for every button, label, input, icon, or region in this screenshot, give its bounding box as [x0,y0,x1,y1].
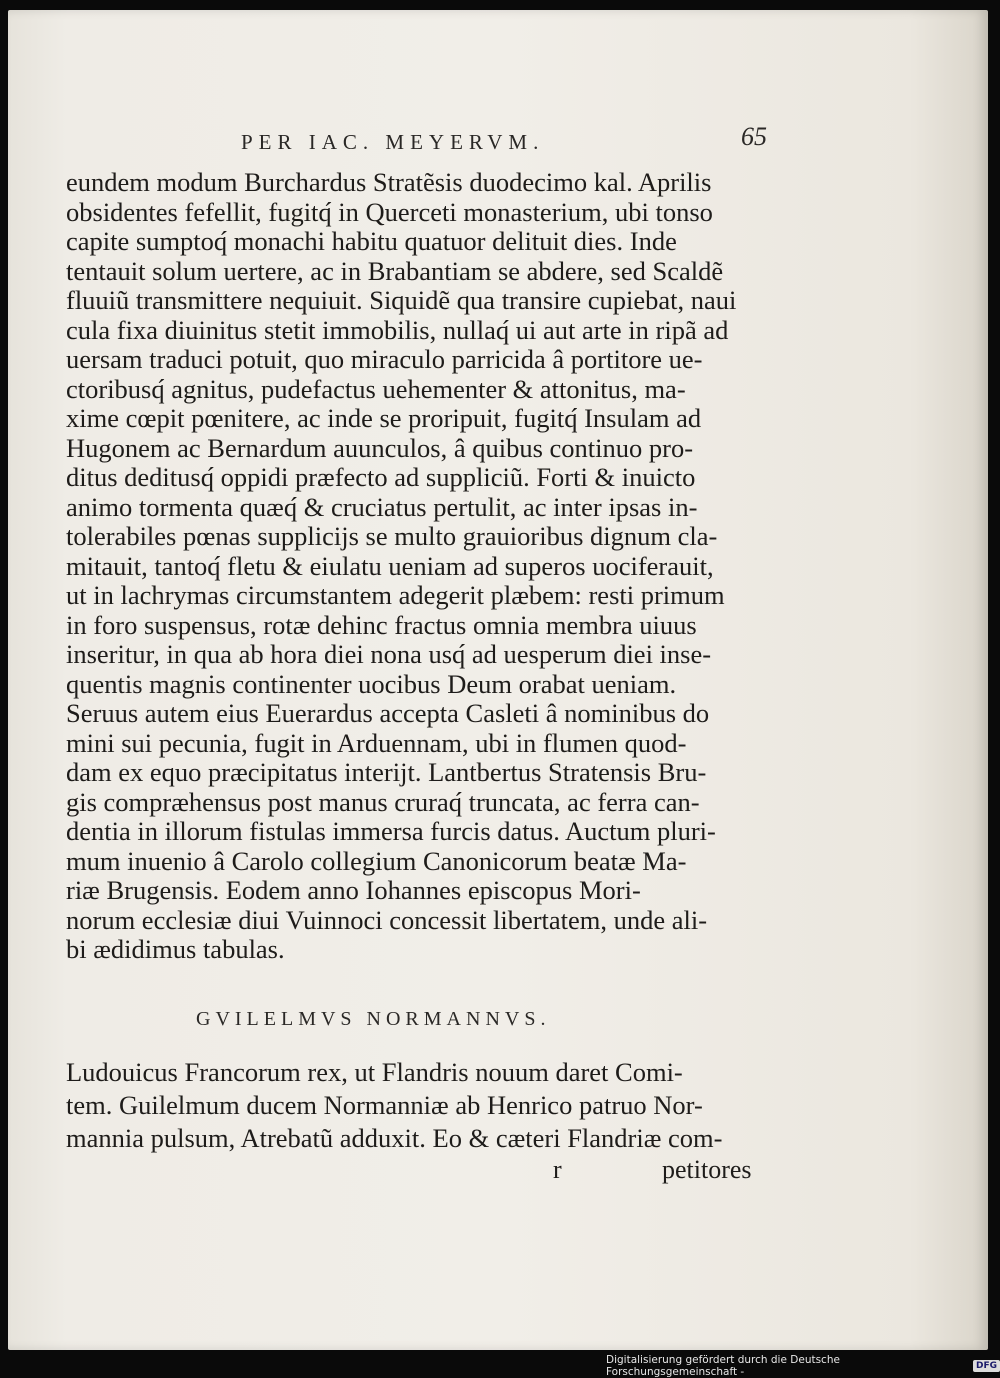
footer-text: Digitalisierung gefördert durch die Deutsche Forschungsgemeinschaft - [606,1353,840,1378]
text-line: Hugonem ac Bernardum auunculos, â quibus continuo pro- [66,432,694,463]
text-line: quentis magnis continenter uocibus Deum orabat ueniam. [66,668,677,699]
text-line: fluuiũ transmittere nequiuit. Siquidẽ qua transire cupiebat, naui [66,285,737,315]
page-number: 65 [741,122,767,151]
text-line: animo tormenta quæq́ & cruciatus pertulit, ac inter ipsas in- [66,491,698,522]
text-line: tolerabiles pœnas supplicijs se multo grauioribus dignum cla- [66,521,718,551]
catchword: petitores [662,1155,752,1184]
text-line: ut in lachrymas circumstantem adegerit plæbem: resti primum [66,580,725,610]
text-line: mini sui pecunia, fugit in Arduennam, ubi in flumen quod- [66,727,687,758]
text-line: mannia pulsum, Atrebatũ adduxit. Eo & cæteri Flandriæ com- [66,1123,723,1153]
dfg-logo-icon: DFG [973,1360,1000,1372]
text-line: capite sumptoq́ monachi habitu quatuor delituit dies. Inde [66,226,677,256]
text-line: gis compræhensus post manus cruraq́ truncata, ac ferra can- [66,786,700,817]
text-line: eundem modum Burchardus Stratẽsis duodecimo kal. Aprilis [66,167,712,197]
section-heading: GVILELMVS NORMANNVS. [196,1008,551,1030]
funding-footer [606,1353,1000,1378]
text-line: Ludouicus Francorum rex, ut Flandris nouum daret Comi- [66,1057,683,1087]
text-line: mum inuenio â Carolo collegium Canonicorum beatæ Ma- [66,845,687,876]
text-line: ditus deditusq́ oppidi præfecto ad suppliciũ. Forti & inuicto [66,462,696,492]
text-line: bi ædidimus tabulas. [66,934,285,964]
book-page [8,10,988,1350]
text-line: mitauit, tantoq́ fletu & eiulatu ueniam ad superos uociferauit, [66,550,714,581]
signature-mark: r [553,1155,562,1184]
text-line: dentia in illorum fistulas immersa furcis datus. Auctum pluri- [66,816,716,846]
text-line: tentauit solum uertere, ac in Brabantiam se abdere, sed Scaldẽ [66,255,724,286]
text-line: xime cœpit pœnitere, ac inde se proripuit, fugitq́ Insulam ad [66,403,702,433]
text-line: dam ex equo præcipitatus interijt. Lantbertus Stratensis Bru- [66,757,707,787]
text-line: riæ Brugensis. Eodem anno Iohannes episcopus Mori- [66,875,641,905]
text-line: ctoribusq́ agnitus, pudefactus uehementer & attonitus, ma- [66,373,686,404]
text-line: inseritur, in qua ab hora diei nona usq́ ad uesperum diei inse- [66,639,712,669]
text-line: uersam traduci potuit, quo miraculo parricida â portitore ue- [66,344,703,374]
text-line: cula fixa diuinitus stetit immobilis, nullaq́ ui aut arte in ripã ad [66,314,729,345]
text-line: obsidentes fefellit, fugitq́ in Querceti monasterium, ubi tonso [66,196,713,227]
text-line: tem. Guilelmum ducem Normanniæ ab Henrico patruo Nor- [66,1090,703,1120]
text-line: in foro suspensus, rotæ dehinc fractus omnia membra uiuus [66,609,697,640]
text-line: norum ecclesiæ diui Vuinnoci concessit libertatem, unde ali- [66,904,708,935]
running-head: PER IAC. MEYERVM. [241,130,545,154]
text-line: Seruus autem eius Euerardus accepta Casleti â nominibus do [66,698,710,728]
